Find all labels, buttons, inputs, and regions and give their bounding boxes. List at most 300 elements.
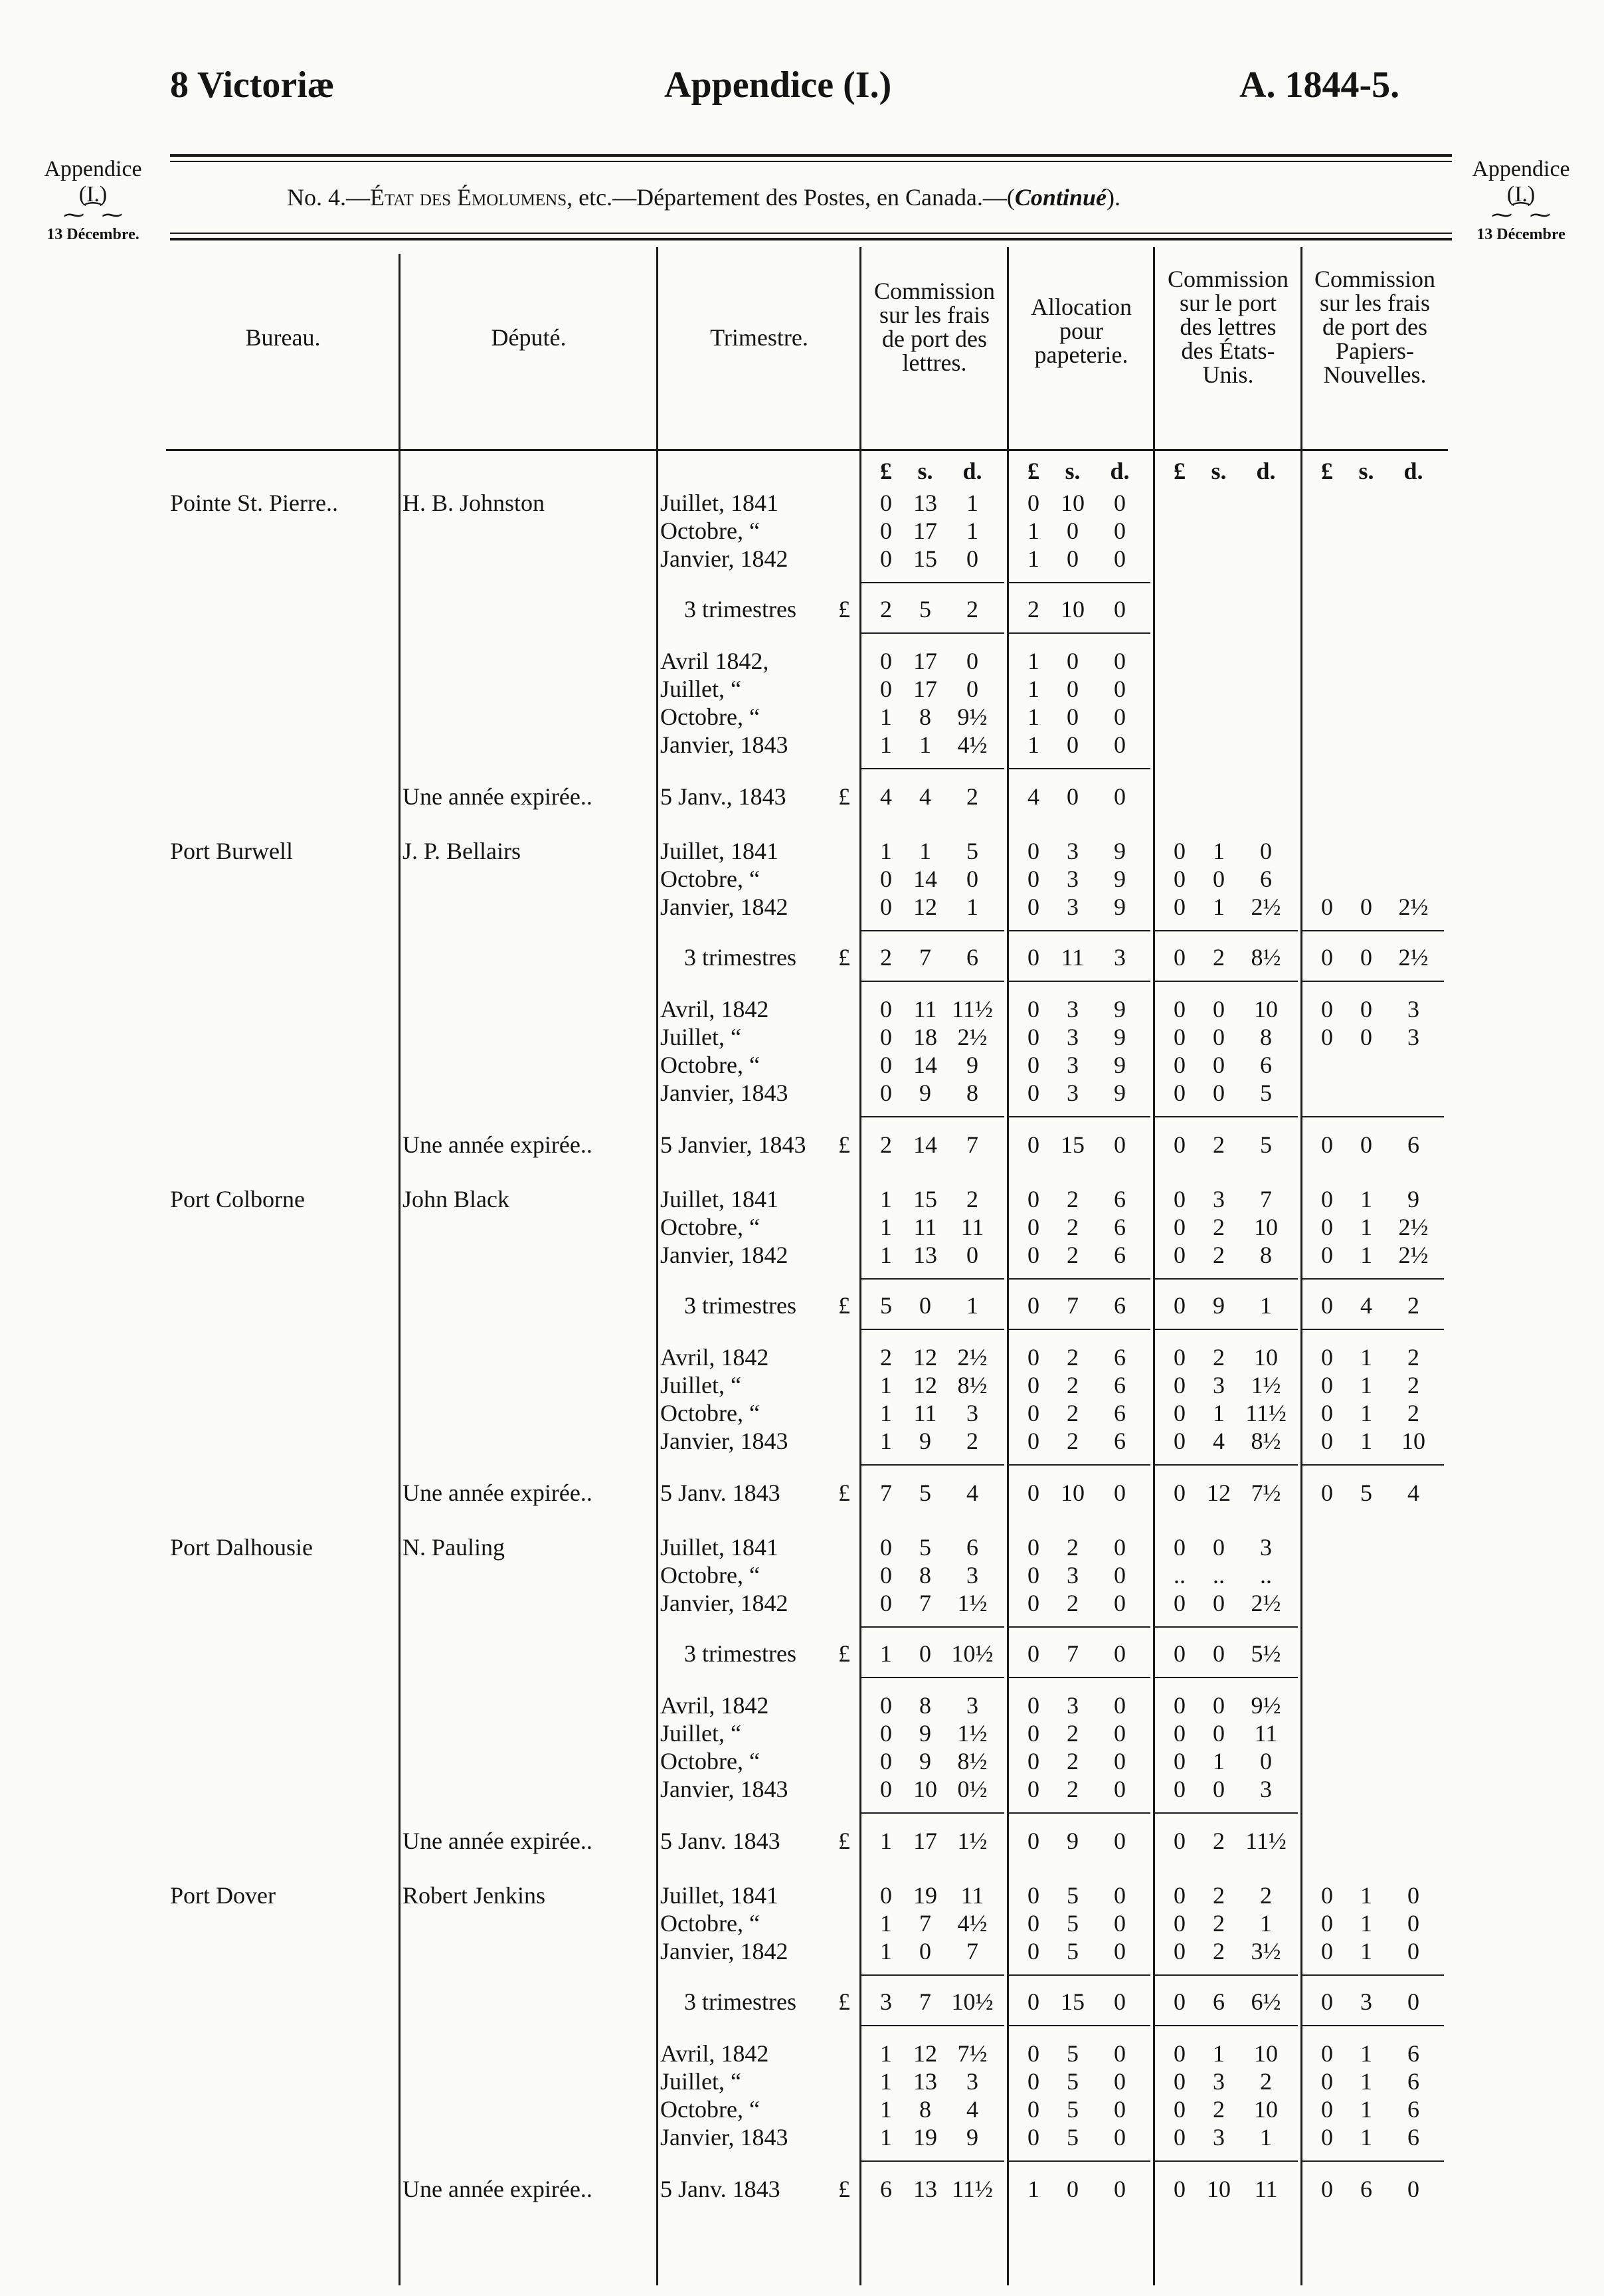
amount-pence: 1 xyxy=(1260,1910,1272,1937)
amount-shillings: 1 xyxy=(1213,894,1225,920)
amount-pounds: 1 xyxy=(1027,2176,1039,2202)
unit-label: £ xyxy=(1027,458,1039,484)
margin-date: 13 Décembre. xyxy=(46,226,139,243)
unit-label: d. xyxy=(1110,458,1130,484)
amount-pence: 2 xyxy=(1407,1372,1419,1398)
subtotal-rule xyxy=(861,1677,1004,1678)
amount-shillings: 2 xyxy=(1067,1344,1079,1371)
amount-shillings: 7 xyxy=(1067,1640,1079,1667)
amount-pounds: 1 xyxy=(1027,731,1039,758)
amount-pounds: 1 xyxy=(1027,704,1039,730)
amount-pence: 8 xyxy=(1260,1242,1272,1268)
pound-sign: £ xyxy=(838,596,850,622)
amount-cell xyxy=(1310,1185,1439,1213)
subtotal-rule xyxy=(861,1974,1004,1976)
pound-sign: £ xyxy=(838,1988,850,2015)
subtotal-rule xyxy=(1154,1329,1298,1330)
amount-pounds: 0 xyxy=(1321,1186,1333,1212)
amount-cell xyxy=(1310,2040,1439,2067)
amount-pounds: 0 xyxy=(1174,1534,1186,1561)
amount-pounds: 0 xyxy=(880,518,892,544)
amount-shillings: 3 xyxy=(1213,1372,1225,1398)
amount-pence: 2 xyxy=(1407,1400,1419,1426)
amount-cell xyxy=(1016,1747,1145,1775)
amount-shillings: 1 xyxy=(1360,1400,1372,1426)
amount-pounds: 1 xyxy=(880,2096,892,2123)
quarter-label: Avril, 1842 xyxy=(660,2040,769,2067)
column-rule-c1 xyxy=(859,247,861,2285)
amount-pounds: 0 xyxy=(1174,1882,1186,1909)
amount-pounds: 0 xyxy=(1174,1292,1186,1319)
amount-shillings: 0 xyxy=(1360,996,1372,1022)
subtotal-rule xyxy=(861,1278,1004,1280)
amount-pence: 9 xyxy=(1114,996,1126,1022)
amount-pence: 4½ xyxy=(957,1910,988,1937)
amount-pence: 1 xyxy=(966,1292,978,1319)
amount-shillings: 2 xyxy=(1067,1242,1079,1268)
amount-pounds: 4 xyxy=(880,783,892,810)
amount-pounds: 0 xyxy=(1027,1692,1039,1719)
amount-shillings: 8 xyxy=(919,1692,931,1719)
amount-pounds: 0 xyxy=(880,1080,892,1106)
amount-pounds: 0 xyxy=(1174,996,1186,1022)
amount-pence: 10½ xyxy=(951,1988,994,2015)
amount-pounds: 0 xyxy=(880,1720,892,1747)
amount-pence: 0 xyxy=(1114,1480,1126,1506)
amount-cell xyxy=(1016,893,1145,921)
amount-cell xyxy=(1016,1427,1145,1455)
amount-pounds: 0 xyxy=(1027,996,1039,1022)
amount-shillings: 8 xyxy=(919,704,931,730)
amount-cell xyxy=(869,731,998,759)
amount-cell xyxy=(869,1185,998,1213)
amount-pounds: 0 xyxy=(1174,1640,1186,1667)
amount-shillings: 1 xyxy=(1360,1882,1372,1909)
amount-pounds: 0 xyxy=(1174,894,1186,920)
amount-pence: 5½ xyxy=(1251,1640,1281,1667)
amount-pounds: 0 xyxy=(1321,996,1333,1022)
office-depute: Robert Jenkins xyxy=(402,1882,545,1909)
amount-pence: 7½ xyxy=(1251,1480,1281,1506)
amount-pence: 0 xyxy=(1407,1938,1419,1964)
amount-pence: 0 xyxy=(1114,596,1126,622)
amount-pence: 2½ xyxy=(1398,894,1429,920)
amount-pence: 0 xyxy=(1114,676,1126,702)
quarter-label: Octobre, “ xyxy=(660,1748,760,1774)
amount-pence: 6 xyxy=(1407,2096,1419,2123)
column-header-bureau: Bureau. xyxy=(245,324,321,351)
amount-pence: 11½ xyxy=(1245,1400,1287,1426)
amount-pence: 6 xyxy=(1114,1242,1126,1268)
amount-pence: 3 xyxy=(1260,1776,1272,1802)
quarter-label: Octobre, “ xyxy=(660,1052,760,1078)
amount-shillings: 5 xyxy=(1067,2124,1079,2151)
amount-cell xyxy=(869,783,998,811)
amount-pounds: 0 xyxy=(1174,1214,1186,1240)
subtotal-rule xyxy=(1302,2025,1444,2026)
amount-pence: 0½ xyxy=(957,1776,988,1802)
amount-cell xyxy=(1016,1881,1145,1909)
amount-cell xyxy=(1016,489,1145,517)
amount-pounds: 2 xyxy=(880,596,892,622)
amount-cell xyxy=(1016,1589,1145,1617)
amount-cell xyxy=(869,1589,998,1617)
amount-shillings: 7 xyxy=(919,1988,931,2015)
amount-shillings: 17 xyxy=(913,648,937,674)
amount-shillings: 4 xyxy=(1213,1428,1225,1454)
amount-cell xyxy=(1016,1775,1145,1803)
subtotal-rule xyxy=(1302,1974,1444,1976)
quarter-label: Juillet, 1841 xyxy=(660,1534,778,1561)
subtotal-rule xyxy=(1008,1812,1150,1814)
amount-cell xyxy=(1016,783,1145,811)
office-depute: N. Pauling xyxy=(402,1534,505,1561)
quarter-label: Octobre, “ xyxy=(660,866,760,892)
amount-pence: 11½ xyxy=(952,2176,993,2202)
quarter-label: Avril 1842, xyxy=(660,648,769,674)
amount-pence: 6 xyxy=(966,944,978,971)
amount-shillings: 0 xyxy=(1067,545,1079,572)
subtotal-rule xyxy=(1302,1329,1444,1330)
amount-cell xyxy=(1016,1343,1145,1371)
amount-shillings: 1 xyxy=(1360,2068,1372,2095)
amount-shillings: 14 xyxy=(913,1131,937,1158)
amount-cell xyxy=(869,1427,998,1455)
amount-shillings: 0 xyxy=(1213,996,1225,1022)
amount-shillings: 1 xyxy=(1213,1748,1225,1774)
amount-cell xyxy=(1016,1479,1145,1507)
amount-pence: 2 xyxy=(966,1186,978,1212)
amount-pence: 6 xyxy=(1114,1344,1126,1371)
amount-shillings: 2 xyxy=(1213,944,1225,971)
amount-pounds: 0 xyxy=(1174,2040,1186,2067)
units-header xyxy=(1162,457,1291,485)
amount-pence: 11 xyxy=(1254,2176,1278,2202)
amount-pence: 10 xyxy=(1254,1214,1278,1240)
amount-pence: 1 xyxy=(1260,2124,1272,2151)
office-bureau: Port Burwell xyxy=(170,838,293,864)
amount-pence: 10½ xyxy=(951,1640,994,1667)
amount-pence: 1 xyxy=(966,490,978,516)
amount-cell xyxy=(869,1051,998,1079)
amount-pounds: 0 xyxy=(1027,1910,1039,1937)
office-bureau: Port Dover xyxy=(170,1882,276,1909)
amount-shillings: 1 xyxy=(1213,838,1225,864)
amount-pounds: 0 xyxy=(1321,2176,1333,2202)
amount-pence: 2 xyxy=(966,596,978,622)
amount-pence: 11½ xyxy=(952,996,993,1022)
annual-label: Une année expirée.. xyxy=(402,2176,592,2202)
amount-pence: 8½ xyxy=(957,1748,988,1774)
subtotal-rule xyxy=(861,582,1004,583)
amount-shillings: 14 xyxy=(913,866,937,892)
subtotal-rule xyxy=(1154,981,1298,982)
amount-pounds: 1 xyxy=(880,2068,892,2095)
quarter-label: Octobre, “ xyxy=(660,1562,760,1588)
amount-pence: 11 xyxy=(1254,1720,1278,1747)
amount-cell xyxy=(869,995,998,1023)
quarter-label: Janvier, 1843 xyxy=(660,1428,788,1454)
amount-pence: 6 xyxy=(1260,866,1272,892)
amount-pounds: 1 xyxy=(880,1640,892,1667)
amount-pence: 2½ xyxy=(1398,944,1429,971)
title-rule-top-2 xyxy=(170,161,1452,162)
amount-cell xyxy=(1162,2095,1291,2123)
amount-pounds: 5 xyxy=(880,1292,892,1319)
amount-pounds: 0 xyxy=(1027,1590,1039,1616)
amount-shillings: 0 xyxy=(1067,676,1079,702)
amount-pounds: 0 xyxy=(1027,1052,1039,1078)
amount-pounds: 0 xyxy=(1027,1242,1039,1268)
amount-shillings: 0 xyxy=(1213,866,1225,892)
amount-pounds: 0 xyxy=(1174,1344,1186,1371)
amount-pence: 5 xyxy=(1260,1131,1272,1158)
amount-cell xyxy=(1162,1937,1291,1965)
quarter-label: Juillet, 1841 xyxy=(660,838,778,864)
amount-pence: 2 xyxy=(1407,1292,1419,1319)
amount-pounds: 1 xyxy=(880,1938,892,1964)
amount-pounds: 1 xyxy=(880,2124,892,2151)
pound-sign: £ xyxy=(838,783,850,810)
amount-shillings: 0 xyxy=(1360,1024,1372,1050)
amount-cell xyxy=(1162,837,1291,865)
annual-label: Une année expirée.. xyxy=(402,1828,592,1854)
amount-pence: 6 xyxy=(1260,1052,1272,1078)
amount-shillings: 17 xyxy=(913,676,937,702)
amount-pounds: 0 xyxy=(1174,1748,1186,1774)
header-right: A. 1844-5. xyxy=(1239,64,1400,106)
amount-shillings: 0 xyxy=(1213,1024,1225,1050)
amount-pounds: 0 xyxy=(1027,1214,1039,1240)
amount-pence: 0 xyxy=(966,1242,978,1268)
amount-pounds: 2 xyxy=(1027,596,1039,622)
amount-pence: 10 xyxy=(1254,996,1278,1022)
amount-pounds: 0 xyxy=(1027,1938,1039,1964)
quarter-label: Janvier, 1843 xyxy=(660,1080,788,1106)
amount-cell xyxy=(1016,995,1145,1023)
amount-cell xyxy=(1162,1399,1291,1427)
column-rule-tri xyxy=(656,247,658,2285)
amount-pounds: 0 xyxy=(880,1882,892,1909)
amount-pence: 2 xyxy=(1260,2068,1272,2095)
amount-shillings: 0 xyxy=(919,1938,931,1964)
amount-shillings: 5 xyxy=(1067,2040,1079,2067)
annual-label: Une année expirée.. xyxy=(402,1480,592,1506)
amount-pounds: 0 xyxy=(1027,1024,1039,1050)
amount-pounds: 6 xyxy=(880,2176,892,2202)
subtotal-label: 3 trimestres xyxy=(684,596,796,622)
amount-cell xyxy=(1162,1051,1291,1079)
amount-pounds: 0 xyxy=(1027,944,1039,971)
amount-shillings: 5 xyxy=(1067,1882,1079,1909)
quarter-label: Juillet, 1841 xyxy=(660,1882,778,1909)
quarter-label: Janvier, 1843 xyxy=(660,1776,788,1802)
margin-number: (I.) xyxy=(1506,182,1536,207)
amount-pounds: 1 xyxy=(880,1428,892,1454)
amount-pence: 7 xyxy=(966,1131,978,1158)
amount-pounds: 0 xyxy=(1174,1988,1186,2015)
amount-shillings: 5 xyxy=(1067,2068,1079,2095)
amount-cell xyxy=(1310,943,1439,971)
amount-cell xyxy=(1310,1292,1439,1319)
amount-shillings: 4 xyxy=(1360,1292,1372,1319)
amount-pence: 1½ xyxy=(957,1590,988,1616)
amount-pence: 6 xyxy=(966,1534,978,1561)
amount-pounds: 0 xyxy=(1321,1938,1333,1964)
amount-shillings: 5 xyxy=(1067,1910,1079,1937)
amount-pounds: 0 xyxy=(1174,1024,1186,1050)
amount-shillings: 1 xyxy=(1360,1938,1372,1964)
amount-shillings: 6 xyxy=(1360,2176,1372,2202)
title-rule-bottom xyxy=(170,233,1452,234)
amount-pounds: 0 xyxy=(1174,1692,1186,1719)
amount-cell xyxy=(1162,1775,1291,1803)
amount-cell xyxy=(1162,1292,1291,1319)
amount-pence: 3 xyxy=(966,2068,978,2095)
amount-cell xyxy=(869,545,998,573)
amount-pounds: 1 xyxy=(880,1214,892,1240)
amount-shillings: 8 xyxy=(919,1562,931,1588)
amount-pounds: 0 xyxy=(1174,1720,1186,1747)
subtotal-rule xyxy=(861,1329,1004,1330)
amount-shillings: 1 xyxy=(1360,1910,1372,1937)
amount-cell xyxy=(1310,1479,1439,1507)
amount-shillings: 3 xyxy=(1067,1562,1079,1588)
quarter-label: Juillet, “ xyxy=(660,676,741,702)
amount-shillings: 3 xyxy=(1213,1186,1225,1212)
amount-pounds: 0 xyxy=(1321,2068,1333,2095)
subtotal-rule xyxy=(1154,2160,1298,2162)
amount-pence: 0 xyxy=(1114,2096,1126,2123)
subtotal-rule xyxy=(1154,1464,1298,1466)
amount-pence: 6½ xyxy=(1251,1988,1281,2015)
amount-pounds: 0 xyxy=(880,894,892,920)
amount-pounds: 0 xyxy=(1174,1590,1186,1616)
amount-pounds: 0 xyxy=(1027,838,1039,864)
amount-shillings: 1 xyxy=(1360,1372,1372,1398)
amount-cell xyxy=(1162,1533,1291,1561)
subtotal-rule xyxy=(1302,930,1444,931)
amount-pounds: 0 xyxy=(1027,1292,1039,1319)
amount-shillings: 2 xyxy=(1067,1748,1079,1774)
amount-cell xyxy=(1016,2067,1145,2095)
amount-pounds: 0 xyxy=(1027,1428,1039,1454)
amount-pounds: 1 xyxy=(880,2040,892,2067)
amount-pounds: 0 xyxy=(1174,1776,1186,1802)
amount-shillings: 1 xyxy=(1360,1242,1372,1268)
amount-shillings: 2 xyxy=(1213,1910,1225,1937)
amount-cell xyxy=(1310,1023,1439,1051)
amount-pounds: 0 xyxy=(1174,1052,1186,1078)
amount-pence: 4 xyxy=(966,2096,978,2123)
amount-cell xyxy=(869,1775,998,1803)
amount-shillings: 3 xyxy=(1067,996,1079,1022)
subtotal-label: 3 trimestres xyxy=(684,944,796,971)
amount-shillings: 0 xyxy=(1067,731,1079,758)
amount-cell xyxy=(1016,1719,1145,1747)
amount-pence: 0 xyxy=(966,545,978,572)
amount-shillings: 7 xyxy=(919,944,931,971)
amount-pence: 1½ xyxy=(957,1720,988,1747)
quarter-label: Janvier, 1842 xyxy=(660,1242,788,1268)
amount-cell xyxy=(1310,995,1439,1023)
amount-pounds: 0 xyxy=(1321,1882,1333,1909)
amount-pence: 0 xyxy=(1114,2040,1126,2067)
amount-shillings: 0 xyxy=(1067,2176,1079,2202)
amount-pence: 3 xyxy=(966,1400,978,1426)
amount-cell xyxy=(1310,1937,1439,1965)
subtotal-rule xyxy=(1008,768,1150,769)
amount-shillings: 10 xyxy=(1061,596,1085,622)
amount-pence: 0 xyxy=(1114,1590,1126,1616)
amount-pounds: 0 xyxy=(1027,1882,1039,1909)
subtotal-rule xyxy=(1008,1116,1150,1117)
amount-shillings: 0 xyxy=(1360,894,1372,920)
quarter-label: Avril, 1842 xyxy=(660,996,769,1022)
margin-note-right xyxy=(1448,157,1594,247)
subtotal-rule xyxy=(1154,1116,1298,1117)
amount-pence: 1 xyxy=(966,518,978,544)
amount-shillings: 2 xyxy=(1067,1428,1079,1454)
amount-cell xyxy=(1016,1561,1145,1589)
amount-cell xyxy=(1310,1241,1439,1269)
amount-cell xyxy=(1310,1909,1439,1937)
amount-cell xyxy=(869,595,998,623)
amount-cell xyxy=(869,1937,998,1965)
amount-pence: 0 xyxy=(1114,1938,1126,1964)
amount-cell xyxy=(1016,2095,1145,2123)
pound-sign: £ xyxy=(838,1640,850,1667)
amount-shillings: 19 xyxy=(913,1882,937,1909)
amount-pounds: 0 xyxy=(880,1776,892,1802)
amount-cell xyxy=(1310,1881,1439,1909)
quarter-label: Avril, 1842 xyxy=(660,1692,769,1719)
amount-cell xyxy=(1016,647,1145,675)
subtotal-rule xyxy=(1008,1626,1150,1628)
amount-shillings: 2 xyxy=(1213,1131,1225,1158)
amount-shillings: 0 xyxy=(1213,1590,1225,1616)
amount-shillings: 1 xyxy=(1213,2040,1225,2067)
amount-pence: 2½ xyxy=(1251,894,1281,920)
margin-label: Appendice xyxy=(44,157,142,181)
amount-shillings: 2 xyxy=(1067,1720,1079,1747)
amount-pence: 6 xyxy=(1407,2068,1419,2095)
amount-shillings: 2 xyxy=(1213,2096,1225,2123)
quarter-label: Octobre, “ xyxy=(660,704,760,730)
amount-shillings: 2 xyxy=(1067,1776,1079,1802)
amount-pence: 9 xyxy=(1114,1024,1126,1050)
amount-pence: 11 xyxy=(960,1882,984,1909)
amount-pounds: 0 xyxy=(880,1590,892,1616)
subtotal-rule xyxy=(1302,2160,1444,2162)
amount-pence: 0 xyxy=(1407,2176,1419,2202)
amount-shillings: 1 xyxy=(1360,2096,1372,2123)
amount-cell xyxy=(869,1719,998,1747)
pound-sign: £ xyxy=(838,1292,850,1319)
amount-cell xyxy=(1016,703,1145,731)
amount-pence: 2½ xyxy=(1398,1242,1429,1268)
header-center: Appendice (I.) xyxy=(664,64,892,106)
amount-shillings: 7 xyxy=(919,1590,931,1616)
quarter-label: Janvier, 1842 xyxy=(660,1938,788,1964)
column-rule-c3 xyxy=(1153,247,1155,2285)
title-rule-bottom-2 xyxy=(170,238,1452,240)
amount-cell xyxy=(869,647,998,675)
quarter-label: Juillet, “ xyxy=(660,1720,741,1747)
header-rule xyxy=(166,449,1448,451)
amount-pence: 0 xyxy=(1114,2176,1126,2202)
amount-cell xyxy=(1016,517,1145,545)
